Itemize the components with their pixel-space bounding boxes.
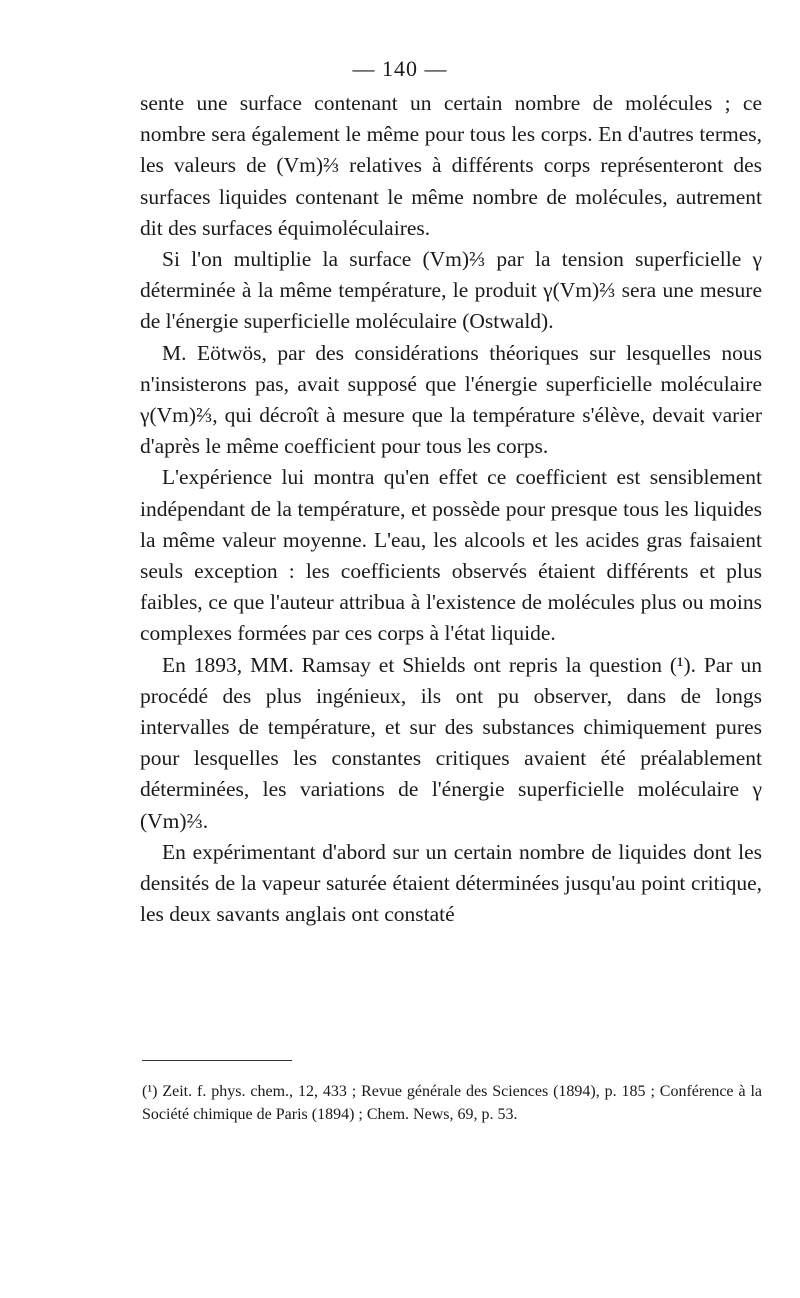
paragraph: M. Eötwös, par des considérations théoriques sur lesquelles nous n'insisterons pas, avait supposé que l'énergie superficielle moléculaire γ(Vm)⅔, qui décroît à mesure que la température s'élève, devait varier d'après le même coefficient pour tous les corps. — [140, 340, 762, 459]
paragraph: Si l'on multiplie la surface (Vm)⅔ par la tension superficielle γ déterminée à la même température, le produit γ(Vm)⅔ sera une mesure de l'énergie superficielle moléculaire (Ostwald). — [140, 247, 762, 334]
paragraph: sente une surface contenant un certain nombre de molécules ; ce nombre sera également le même pour tous les corps. En d'autres termes, les valeurs de (Vm)⅔ relatives à différents corps représenteront des surfaces liquides contenant le même nombre de molécules, autrement dit des surfaces équimoléculaires. — [140, 91, 762, 240]
paragraph: En 1893, MM. Ramsay et Shields ont repris la question (¹). Par un procédé des plus ingénieux, ils ont pu observer, dans de longs intervalles de température, et sur des substances chimiquement pures pour lesquelles les constantes critiques avaient été préalablement déterminées, les variations de l'énergie superficielle moléculaire γ (Vm)⅔. — [140, 652, 762, 833]
footnote: (¹) Zeit. f. phys. chem., 12, 433 ; Revue générale des Sciences (1894), p. 185 ; Conférence à la Société chimique de Paris (1894) ; Chem. News, 69, p. 53. — [142, 1083, 762, 1123]
paragraph: En expérimentant d'abord sur un certain nombre de liquides dont les densités de la vapeur saturée étaient déterminées jusqu'au point critique, les deux savants anglais ont constaté — [140, 839, 762, 927]
footnote-divider — [142, 1060, 292, 1061]
body-text — [140, 88, 762, 930]
page-number: — 140 — — [352, 56, 448, 81]
paragraph: L'expérience lui montra qu'en effet ce coefficient est sensiblement indépendant de la température, et possède pour presque tous les liquides la même valeur moyenne. L'eau, les alcools et les acides gras faisaient seuls exception : les coefficients observés étaient différents et plus faibles, ce que l'auteur attribua à l'existence de molécules plus ou moins complexes formées par ces corps à l'état liquide. — [140, 465, 762, 646]
